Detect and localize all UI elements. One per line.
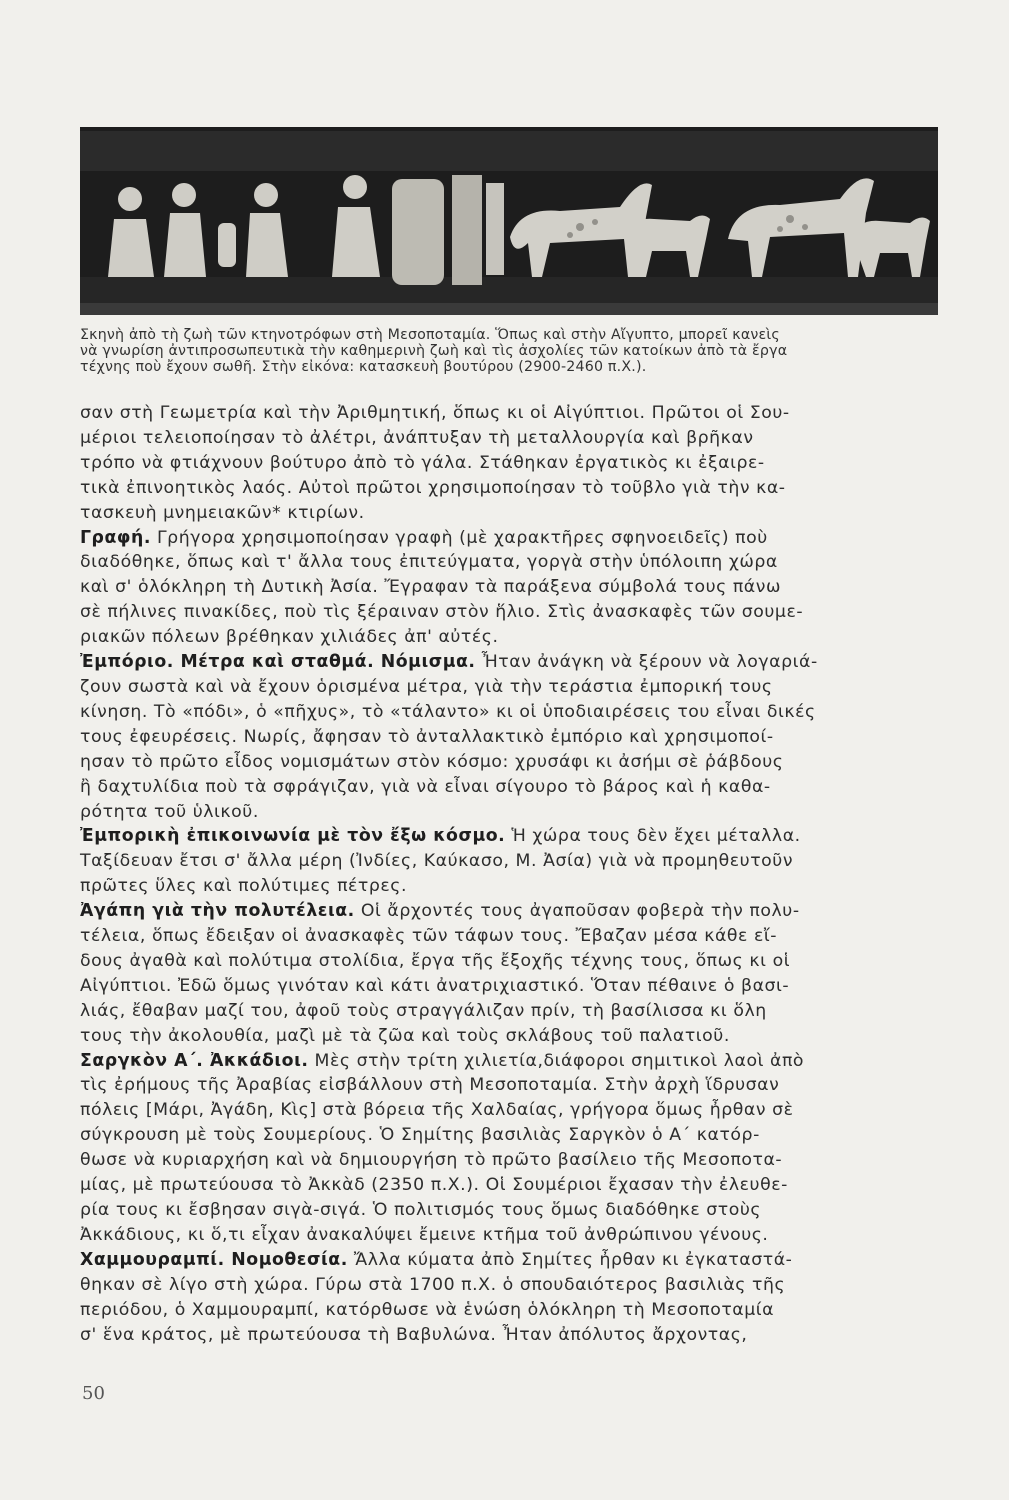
- text-line: [80, 751, 950, 774]
- line-text: κίνηση. Τὸ «πόδι», ὁ «πῆχυς», τὸ «τάλαντο» κι οἱ ὑποδιαιρέσεις του εἶναι δικές: [80, 701, 816, 722]
- line-text: Οἱ ἄρχοντές τους ἀγαποῦσαν φοβερὰ τὴν πολυ-: [360, 901, 800, 922]
- text-line: [80, 776, 950, 799]
- text-line: [80, 1149, 950, 1172]
- page-number: 50: [82, 1383, 105, 1404]
- text-line: [80, 527, 950, 550]
- line-text: τους τὴν ἀκολουθία, μαζὶ μὲ τὰ ζῶα καὶ τοὺς σκλάβους τοῦ παλατιοῦ.: [80, 1025, 730, 1046]
- text-line: [80, 701, 950, 724]
- line-text: θηκαν σὲ λίγο στὴ χώρα. Γύρω στὰ 1700 π.Χ. ὁ σπουδαιότερος βασιλιὰς τῆς: [80, 1274, 786, 1295]
- line-text: Γρήγορα χρησιμοποίησαν γραφὴ (μὲ χαρακτῆρες σφηνοειδεῖς) ποὺ: [157, 527, 768, 548]
- text-line: [80, 875, 950, 898]
- caption-line: τέχνης ποὺ ἔχουν σωθῆ. Στὴν εἰκόνα: κατασκευὴ βουτύρου (2900-2460 π.Χ.).: [80, 359, 647, 375]
- line-text: μίας, μὲ πρωτεύουσα τὸ Ἀκκὰδ (2350 π.Χ.). Οἱ Σουμέριοι ἔχασαν τὴν ἐλευθε-: [80, 1175, 788, 1196]
- text-line: [80, 850, 950, 873]
- line-text: ριακῶν πόλεων βρέθηκαν χιλιάδες ἀπ' αὐτές.: [80, 627, 499, 648]
- text-line: [80, 726, 950, 749]
- main-text: [80, 402, 950, 1348]
- section-heading: Ἐμπορικὴ ἐπικοινωνία μὲ τὸν ἔξω κόσμο.: [80, 826, 506, 847]
- line-text: πόλεις [Μάρι, Ἀγάδη, Κὶς] στὰ βόρεια τῆς Χαλδαίας, γρήγορα ὅμως ἦρθαν σὲ: [80, 1100, 794, 1121]
- section-heading: Ἀγάπη γιὰ τὴν πολυτέλεια.: [80, 901, 355, 922]
- line-text: ρότητα τοῦ ὑλικοῦ.: [80, 801, 259, 822]
- line-text: τέλεια, ὅπως ἔδειξαν οἱ ἀνασκαφὲς τῶν τάφων τους. Ἔβαζαν μέσα κάθε εἴ-: [80, 926, 778, 947]
- text-line: [80, 676, 950, 699]
- section-heading: Ἐμπόριο. Μέτρα καὶ σταθμά. Νόμισμα.: [80, 652, 476, 673]
- text-line: [80, 551, 950, 574]
- text-line: [80, 900, 950, 923]
- text-line: [80, 801, 950, 824]
- line-text: Ταξίδευαν ἔτσι σ' ἄλλα μέρη (Ἰνδίες, Καύκασο, Μ. Ἀσία) γιὰ νὰ προμηθευτοῦν: [80, 851, 794, 872]
- text-line: [80, 1299, 950, 1322]
- text-line: [80, 1000, 950, 1023]
- text-line: [80, 925, 950, 948]
- text-line: [80, 1050, 950, 1073]
- line-text: Μὲς στὴν τρίτη χιλιετία,διάφοροι σημιτικοὶ λαοὶ ἀπὸ: [314, 1050, 805, 1071]
- section-heading: Γραφή.: [80, 527, 151, 548]
- text-line: [80, 1249, 950, 1272]
- line-text: τικὰ ἐπινοητικὸς λαός. Αὐτοὶ πρῶτοι χρησιμοποίησαν τὸ τοῦβλο γιὰ τὴν κα-: [80, 477, 786, 498]
- line-text: τρόπο νὰ φτιάχνουν βούτυρο ἀπὸ τὸ γάλα. Στάθηκαν ἐργατικὸς κι ἐξαιρε-: [80, 452, 765, 473]
- line-text: Ἦταν ἀνάγκη νὰ ξέρουν νὰ λογαριά-: [481, 652, 818, 673]
- line-text: περιόδου, ὁ Χαμμουραμπί, κατόρθωσε νὰ ἑνώση ὁλόκληρη τὴ Μεσοποταμία: [80, 1299, 775, 1320]
- figure-caption: [80, 327, 940, 375]
- line-text: ἢ δαχτυλίδια ποὺ τὰ σφράγιζαν, γιὰ νὰ εἶναι σίγουρο τὸ βάρος καὶ ἡ καθα-: [80, 776, 771, 797]
- text-line: [80, 626, 950, 649]
- text-line: [80, 1174, 950, 1197]
- line-text: καὶ σ' ὁλόκληρη τὴ Δυτικὴ Ἀσία. Ἔγραφαν τὰ παράξενα σύμβολά τους πάνω: [80, 577, 781, 598]
- line-text: μέριοι τελειοποίησαν τὸ ἀλέτρι, ἀνάπτυξαν τὴ μεταλλουργία καὶ βρῆκαν: [80, 427, 754, 448]
- line-text: Ἄλλα κύματα ἀπὸ Σημίτες ἦρθαν κι ἐγκαταστά-: [353, 1249, 793, 1270]
- text-line: [80, 1199, 950, 1222]
- line-text: σὲ πήλινες πινακίδες, ποὺ τὶς ξέραιναν στὸν ἥλιο. Στὶς ἀνασκαφὲς τῶν σουμε-: [80, 602, 804, 623]
- text-line: [80, 1124, 950, 1147]
- line-text: λιάς, ἔθαβαν μαζί του, ἀφοῦ τοὺς στραγγάλιζαν πρίν, τὴ βασίλισσα κι ὅλη: [80, 1000, 767, 1021]
- text-line: [80, 975, 950, 998]
- line-text: τους ἐφευρέσεις. Νωρίς, ἄφησαν τὸ ἀνταλλακτικὸ ἐμπόριο καὶ χρησιμοποί-: [80, 726, 774, 747]
- text-line: [80, 452, 950, 475]
- text-line: [80, 1074, 950, 1097]
- text-line: [80, 1224, 950, 1247]
- figure-frieze: [80, 127, 938, 315]
- text-line: [80, 1025, 950, 1048]
- caption-line: νὰ γνωρίση ἀντιπροσωπευτικὰ τὴν καθημερινὴ ζωὴ καὶ τὶς ἀσχολίες τῶν κατοίκων ἀπὸ τὰ ἔργα: [80, 343, 788, 359]
- line-text: Αἰγύπτιοι. Ἐδῶ ὅμως γινόταν καὶ κάτι ἀνατριχιαστικό. Ὅταν πέθαινε ὁ βασι-: [80, 975, 790, 996]
- text-line: [80, 1099, 950, 1122]
- line-text: Ἡ χώρα τους δὲν ἔχει μέταλλα.: [511, 826, 801, 847]
- text-line: [80, 576, 950, 599]
- section-heading: Χαμμουραμπί. Νομοθεσία.: [80, 1249, 348, 1270]
- text-line: [80, 427, 950, 450]
- line-text: τασκευὴ μνημειακῶν* κτιρίων.: [80, 502, 365, 523]
- line-text: τὶς ἐρήμους τῆς Ἀραβίας εἰσβάλλουν στὴ Μεσοποταμία. Στὴν ἀρχὴ ἵδρυσαν: [80, 1075, 780, 1096]
- text-line: [80, 651, 950, 674]
- text-line: [80, 950, 950, 973]
- line-text: σαν στὴ Γεωμετρία καὶ τὴν Ἀριθμητική, ὅπως κι οἱ Αἰγύπτιοι. Πρῶτοι οἱ Σου-: [80, 403, 790, 423]
- line-text: Ἀκκάδιους, κι ὅ,τι εἶχαν ἀνακαλύψει ἔμεινε κτῆμα τοῦ ἀνθρώπινου γένους.: [80, 1224, 769, 1245]
- line-text: δους ἀγαθὰ καὶ πολύτιμα στολίδια, ἔργα τῆς ἔξοχῆς τέχνης τους, ὅπως κι οἱ: [80, 950, 791, 971]
- line-text: ησαν τὸ πρῶτο εἶδος νομισμάτων στὸν κόσμο: χρυσάφι κι ἀσήμι σὲ ῥάβδους: [80, 751, 784, 772]
- text-line: [80, 402, 950, 425]
- text-line: [80, 1274, 950, 1297]
- line-text: θωσε νὰ κυριαρχήση καὶ νὰ δημιουργήση τὸ πρῶτο βασίλειο τῆς Μεσοποτα-: [80, 1150, 783, 1171]
- section-heading: Σαργκὸν Α΄. Ἀκκάδιοι.: [80, 1050, 309, 1071]
- line-text: ρία τους κι ἔσβησαν σιγὰ-σιγά. Ὁ πολιτισμός τους ὅμως διαδόθηκε στοὺς: [80, 1200, 762, 1220]
- line-text: πρῶτες ὕλες καὶ πολύτιμες πέτρες.: [80, 876, 408, 897]
- text-line: [80, 1324, 950, 1347]
- text-line: [80, 825, 950, 848]
- text-line: [80, 502, 950, 525]
- frieze-image: [80, 127, 938, 315]
- text-line: [80, 477, 950, 500]
- text-line: [80, 601, 950, 624]
- line-text: σ' ἕνα κράτος, μὲ πρωτεύουσα τὴ Βαβυλώνα. Ἦταν ἀπόλυτος ἄρχοντας,: [80, 1324, 748, 1345]
- line-text: διαδόθηκε, ὅπως καὶ τ' ἄλλα τους ἐπιτεύγματα, γοργὰ στὴν ὑπόλοιπη χώρα: [80, 552, 778, 573]
- line-text: ζουν σωστὰ καὶ νὰ ἔχουν ὁρισμένα μέτρα, γιὰ τὴν τεράστια ἐμπορική τους: [80, 676, 773, 697]
- line-text: σύγκρουση μὲ τοὺς Σουμερίους. Ὁ Σημίτης βασιλιὰς Σαργκὸν ὁ Α΄ κατόρ-: [80, 1125, 760, 1146]
- caption-line: Σκηνὴ ἀπὸ τὴ ζωὴ τῶν κτηνοτρόφων στὴ Μεσοποταμία. Ὅπως καὶ στὴν Αἴγυπτο, μπορεῖ κανεὶς: [80, 327, 780, 343]
